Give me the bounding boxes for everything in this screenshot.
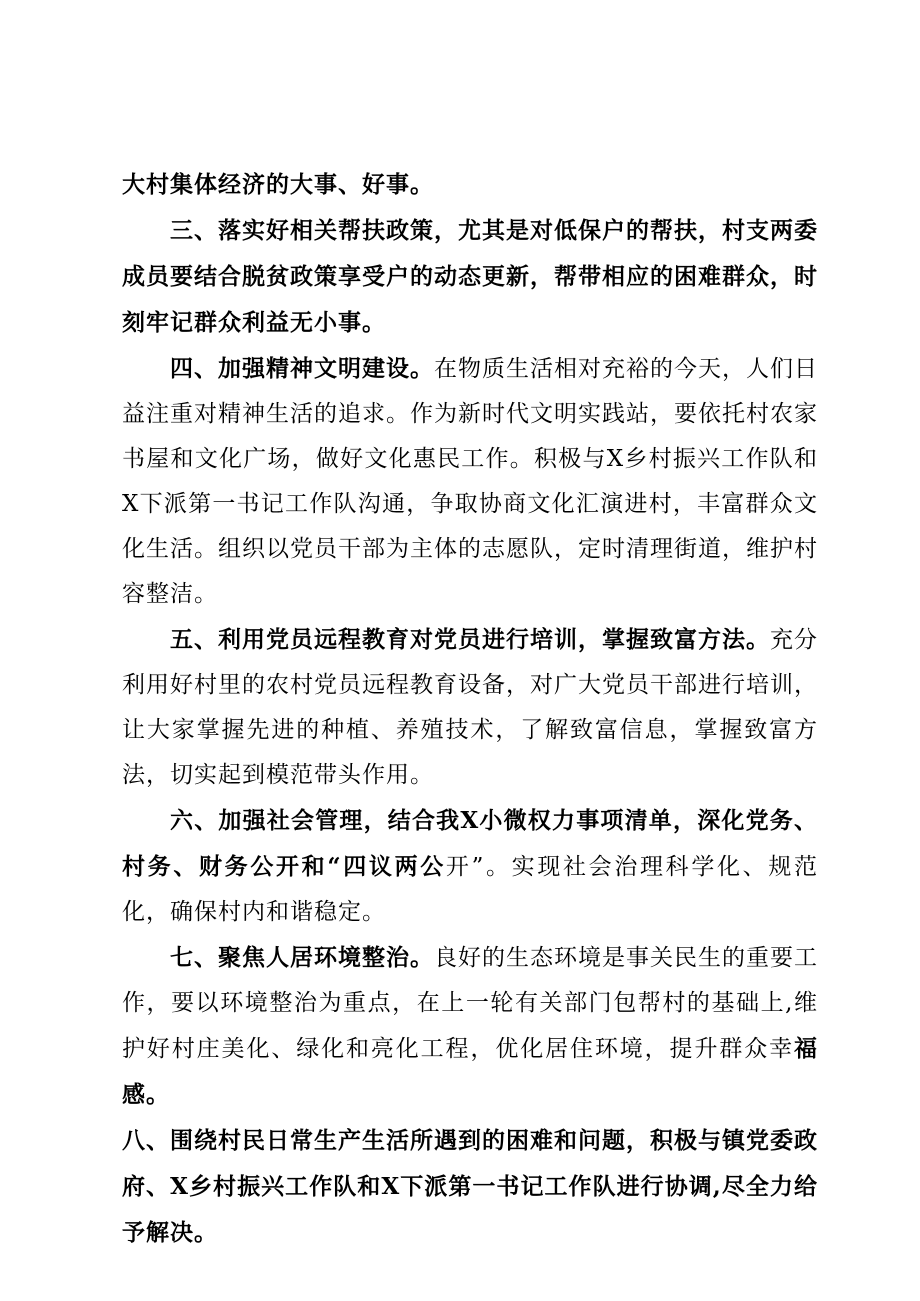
paragraph-body: 在物质生活相对充裕的今天，人们日益注重对精神生活的追求。作为新时代文明实践站，要依托村农家书屋和文化广场，做好文化惠民工作。积极与X乡村振兴工作队和X下派第一书记工作队沟通，争取协商文化汇演进村，丰富群众文化生活。组织以党员干部为主体的志愿队，定时清理街道，维护村容整洁。 (122, 356, 818, 607)
paragraph-six (122, 798, 818, 935)
document-body (122, 162, 818, 1256)
paragraph-heading: 六、加强社会管理，结合我X小微权力事项清单，深化党务、村务、财务公开和“四议两公 (122, 807, 818, 880)
paragraph-body: 充分利用好村里的农村党员远程教育设备，对广大党员干部进行培训，让大家掌握先进的种植、养殖技术，了解致富信息，掌握致富方法，切实起到模范带头作用。 (122, 627, 818, 788)
paragraph-body: 开”。实现社会治理科学化、规范化，确保村内和谐稳定。 (122, 854, 818, 925)
paragraph-continuation (122, 162, 818, 208)
paragraph-text: 大村集体经济的大事、好事。 (122, 171, 434, 198)
paragraph-seven (122, 935, 818, 1118)
paragraph-body: 良好的生态环境是事关民生的重要工作，要以环境整治为重点，在上一轮有关部门包帮村的基础上,维护好村庄美化、绿化和亮化工程，优化居住环境，提升群众幸 (122, 945, 818, 1062)
paragraph-four (122, 346, 818, 617)
paragraph-five (122, 617, 818, 798)
paragraph-tail: 福感。 (122, 1035, 818, 1108)
paragraph-heading: 五、利用党员远程教育对党员进行培训，掌握致富方法。 (170, 626, 770, 653)
paragraph-heading: 八、围绕村民日常生产生活所遇到的困难和问题，积极与镇党委政府、X乡村振兴工作队和X下派第一书记工作队进行协调,尽全力给予解决。 (122, 1127, 818, 1246)
paragraph-heading: 三、落实好相关帮扶政策，尤其是对低保户的帮扶，村支两委成员要结合脱贫政策享受户的动态更新，帮带相应的困难群众，时刻牢记群众利益无小事。 (122, 217, 818, 336)
paragraph-eight (122, 1118, 818, 1256)
paragraph-three (122, 208, 818, 346)
paragraph-heading: 四、加强精神文明建设。 (170, 355, 434, 382)
paragraph-heading: 七、聚焦人居环境整治。 (170, 944, 434, 971)
